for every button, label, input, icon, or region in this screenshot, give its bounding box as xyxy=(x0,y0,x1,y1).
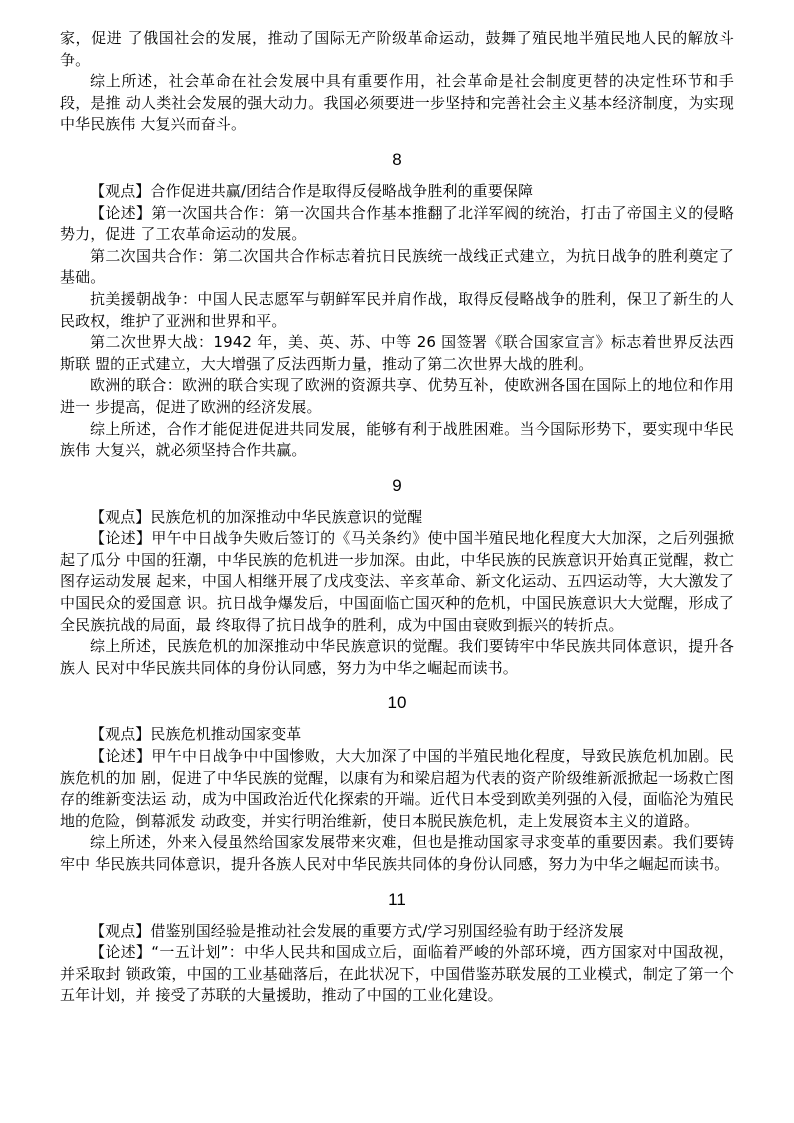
paragraph: 抗美援朝战争：中国人民志愿军与朝鲜军民并肩作战，取得反侵略战争的胜利，保卫了新生的人民政权，维护了亚洲和世界和平。 xyxy=(60,289,734,330)
summary-paragraph: 综上所述，民族危机的加深推动中华民族意识的觉醒。我们要铸牢中华民族共同体意识，提升各族人 民对中华民族共同体的身份认同感，努力为中华之崛起而读书。 xyxy=(60,637,734,677)
viewpoint-11 xyxy=(60,921,734,943)
viewpoint-tag: 【观点】 xyxy=(90,181,151,200)
viewpoint-9 xyxy=(60,507,734,529)
viewpoint-8 xyxy=(60,181,734,203)
paragraph: 第二次国共合作：第二次国共合作标志着抗日民族统一战线正式建立，为抗日战争的胜利奠定了基础。 xyxy=(60,246,734,287)
viewpoint-text: 民族危机的加深推动中华民族意识的觉醒 xyxy=(150,507,423,526)
intro-paragraph-1: 家，促进 了俄国社会的发展，推动了国际无产阶级革命运动，鼓舞了殖民地半殖民地人民的解放斗争。 xyxy=(60,29,734,69)
argument-tag: 【论述】 xyxy=(90,943,152,962)
argument-text: “一五计划”：中华人民共和国成立后，面临着严峻的外部环境，西方国家对中国敌视，并采取封 锁政策，中国的工业基础落后，在此状况下，中国借鉴苏联发展的工业模式，制定了第一个五年计划，并 接受了苏联的大量援助，推动了中国的工业化建设。 xyxy=(60,943,734,1005)
argument-text: 甲午中日战争失败后签订的《马关条约》使中国半殖民地化程度大大加深，之后列强掀起了瓜分 中国的狂潮，中华民族的危机进一步加深。由此，中华民族的民族意识开始真正觉醒，救亡图存运动发展 起来，中国人相继开展了戊戌变法、辛亥革命、新文化运动、五四运动等，大大激发了中国民众的爱国意 识。抗日战争爆发后，中国面临亡国灭种的危机，中国民族意识大大觉醒，形成了全民族抗战的局面，最 终取得了抗日战争的胜利，成为中国由衰败到振兴的转折点。 xyxy=(60,529,734,634)
argument-tag: 【论述】 xyxy=(90,747,152,766)
section-number-11: 11 xyxy=(388,889,406,909)
argument-tag: 【论述】 xyxy=(90,529,152,548)
viewpoint-tag: 【观点】 xyxy=(90,725,151,744)
viewpoint-tag: 【观点】 xyxy=(90,507,151,526)
argument-8 xyxy=(60,203,734,246)
document-page xyxy=(60,28,734,1007)
section-number-10: 10 xyxy=(387,693,407,713)
viewpoint-tag: 【观点】 xyxy=(90,921,151,940)
argument-text: 第一次国共合作：第一次国共合作基本推翻了北洋军阀的统治，打击了帝国主义的侵略势力，促进 了工农革命运动的发展。 xyxy=(60,203,734,244)
argument-11 xyxy=(60,942,734,1007)
summary-paragraph: 综上所述，外来入侵虽然给国家发展带来灾难，但也是推动国家寻求变革的重要因素。我们要铸牢中 华民族共同体意识，提升各族人民对中华民族共同体的身份认同感，努力为中华之崛起而读书。 xyxy=(60,833,734,873)
viewpoint-10 xyxy=(60,724,734,746)
section-number-9: 9 xyxy=(392,475,402,495)
intro-paragraph-2: 综上所述，社会革命在社会发展中具有重要作用，社会革命是社会制度更替的决定性环节和手段，是推 动人类社会发展的强大动力。我国必须要进一步坚持和完善社会主义基本经济制度，为实现中华民族伟 大复兴而奋斗。 xyxy=(60,72,734,134)
section-number-8: 8 xyxy=(392,149,402,169)
paragraph: 第二次世界大战：1942 年，美、英、苏、中等 26 国签署《联合国家宣言》标志着世界反法西斯联 盟的正式建立，大大增强了反法西斯力量，推动了第二次世界大战的胜利。 xyxy=(60,333,734,373)
argument-tag: 【论述】 xyxy=(90,203,152,222)
argument-9 xyxy=(60,528,734,636)
viewpoint-text: 民族危机推动国家变革 xyxy=(150,725,302,744)
argument-10 xyxy=(60,746,734,832)
viewpoint-text: 借鉴别国经验是推动社会发展的重要方式/学习别国经验有助于经济发展 xyxy=(150,921,624,940)
summary-paragraph: 综上所述，合作才能促进促进共同发展，能够有利于战胜困难。当今国际形势下，要实现中华民族伟 大复兴，就必须坚持合作共赢。 xyxy=(60,419,734,460)
paragraph: 欧洲的联合：欧洲的联合实现了欧洲的资源共享、优势互补，使欧洲各国在国际上的地位和作用进一 步提高，促进了欧洲的经济发展。 xyxy=(60,376,734,416)
argument-text: 甲午中日战争中中国惨败，大大加深了中国的半殖民地化程度，导致民族危机加剧。民族危机的加 剧，促进了中华民族的觉醒，以康有为和梁启超为代表的资产阶级维新派掀起一场救亡图存的维新变法运 动，成为中国政治近代化探索的开端。近代日本受到欧美列强的入侵，面临沦为殖民地的危险，倒幕派发 动政变，并实行明治维新，使日本脱民族危机，走上发展资本主义的道路。 xyxy=(60,747,734,830)
viewpoint-text: 合作促进共赢/团结合作是取得反侵略战争胜利的重要保障 xyxy=(150,181,534,200)
